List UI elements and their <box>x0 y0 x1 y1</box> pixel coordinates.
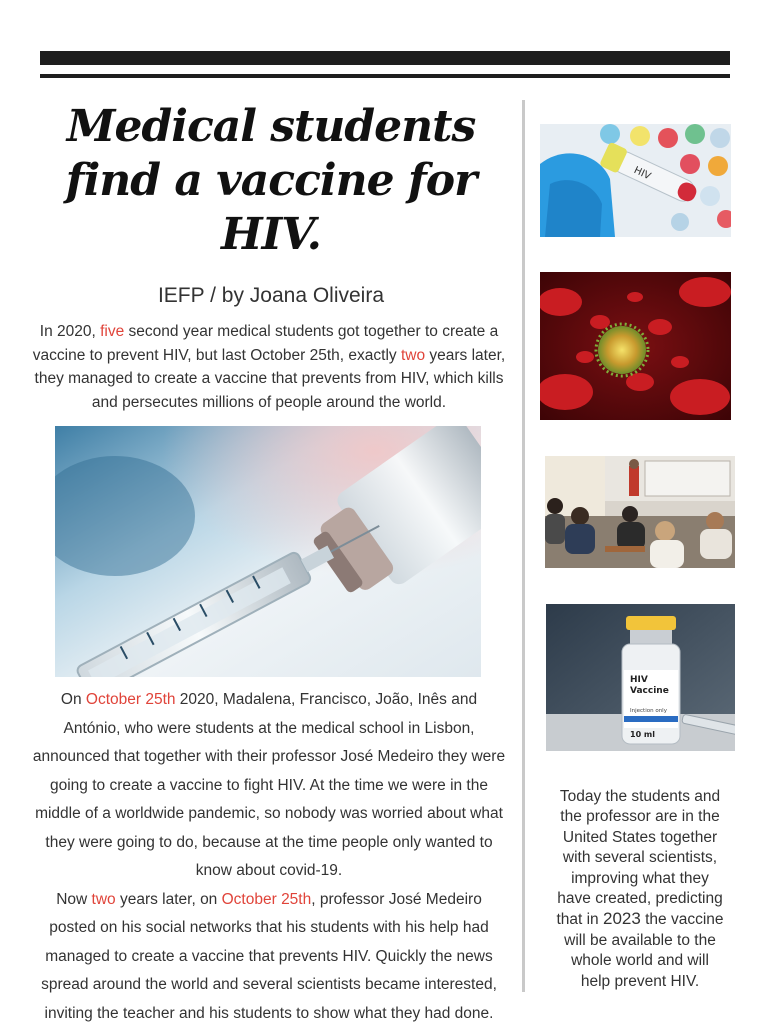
sidebar-text: Today the students and the professor are in the United States together with several scientists, improving what they have created, predicting that in <box>556 788 723 929</box>
sidebar-paragraph <box>556 787 724 992</box>
hiv-test-tube-photo <box>540 124 731 237</box>
column-divider <box>522 100 525 992</box>
body-text: On <box>60 691 86 708</box>
intro-paragraph <box>30 320 508 414</box>
headline: Medical students find a vaccine for HIV. <box>65 101 477 260</box>
sidebar-text: the vaccine will be available to the whole world and will help prevent HIV. <box>564 911 724 990</box>
highlight-two: two <box>400 346 426 364</box>
highlight-five: five <box>100 323 125 340</box>
intro-text: In 2020, <box>39 323 101 340</box>
body-text: , professor José Medeiro posted on his social networks that his students with his help had managed to create a vaccine that prevents HIV. Quickly the news spread around the world and several scientists became interested, inviting the teacher and his students to show what they had done. <box>41 890 497 1022</box>
highlight-date: October 25th <box>221 890 312 908</box>
vial-volume: 10 ml <box>630 730 655 739</box>
intro-text: second year medical students got together to create a vaccine to prevent HIV, but last October 25th, exactly <box>32 323 499 364</box>
highlight-date: October 25th <box>85 691 176 708</box>
intro-text: years later, they managed to create a vaccine that prevents from HIV, which kills and persecutes millions of people around the world. <box>34 346 506 411</box>
highlight-two: two <box>91 890 116 908</box>
vial-label-hiv: HIV <box>630 675 648 685</box>
body-text: 2020, Madalena, Francisco, João, Inês and António, who were students at the medical school in Lisbon, announced that together with their professor José Medeiro they were going to create a vaccine to fight HIV. At the time we were in the middle of a worldwide pandemic, so nobody was worried about what they were going to do, because at the time people only wanted to know about covid-19. <box>32 691 506 879</box>
body-paragraph <box>32 686 506 1028</box>
body-text: years later, on <box>115 890 222 908</box>
hiv-vaccine-vial-photo <box>546 604 735 751</box>
header-rule-thick <box>40 51 730 65</box>
sidebar-year: 2023 <box>602 909 641 929</box>
vial-label-vaccine: Vaccine <box>630 686 669 696</box>
vial-label-injection: Injection only <box>630 708 667 714</box>
byline: IEFP / by Joana Oliveira <box>157 284 385 307</box>
body-text: Now <box>56 890 92 908</box>
syringe-vial-photo <box>55 426 481 677</box>
virus-blood-cells-photo <box>540 272 731 420</box>
classroom-photo <box>545 456 735 568</box>
header-rule-thin <box>40 74 730 78</box>
tube-label: HIV <box>631 165 653 183</box>
